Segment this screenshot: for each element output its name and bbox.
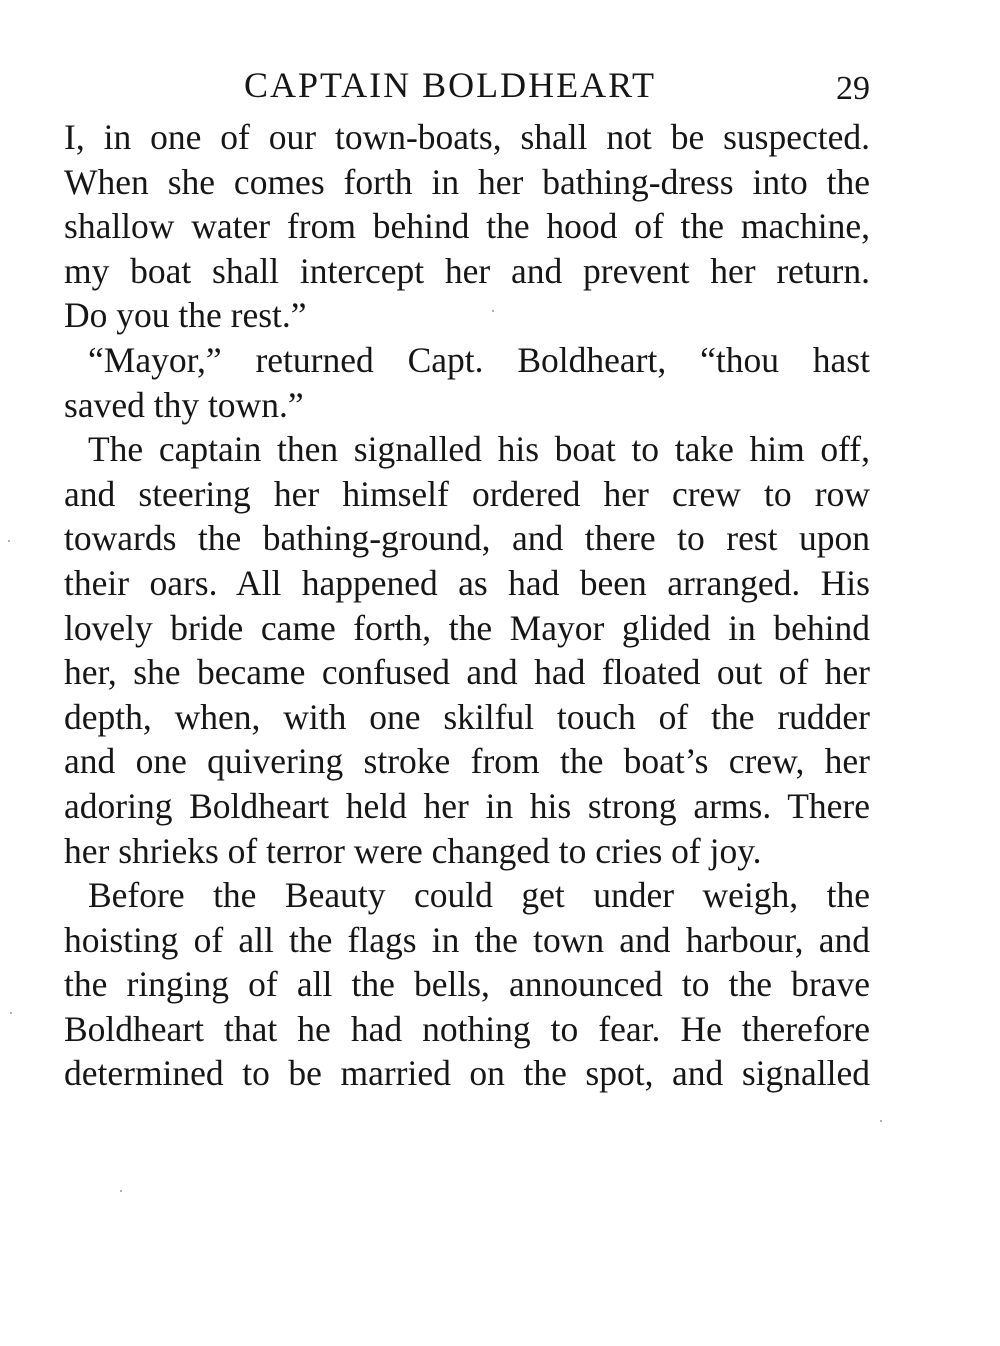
- scan-speck: [880, 1120, 882, 1122]
- text-line: and steering her himself ordered her crew to row: [64, 473, 870, 514]
- text-line: The captain then signalled his boat to take him off,: [88, 429, 870, 470]
- text-line: and one quivering stroke from the boat’s crew, her: [64, 741, 870, 782]
- text-line: her, she became confused and had floated out of her: [64, 652, 870, 693]
- text-line: saved thy town.”: [64, 384, 304, 425]
- text-line: shallow water from behind the hood of the machine,: [64, 206, 870, 247]
- text-line: her shrieks of terror were changed to cries of joy.: [64, 830, 762, 871]
- text-line: I, in one of our town-boats, shall not be suspected.: [64, 117, 870, 157]
- text-line: my boat shall intercept her and prevent her return.: [64, 250, 870, 291]
- page-number: 29: [836, 70, 870, 107]
- scan-speck: [10, 1012, 12, 1014]
- text-line: determined to be married on the spot, and signalled: [64, 1053, 870, 1094]
- text-line: lovely bride came forth, the Mayor glided in behind: [64, 607, 870, 648]
- text-line: their oars. All happened as had been arranged. His: [64, 562, 870, 603]
- text-line: Do you the rest.”: [64, 295, 307, 336]
- text-line: Boldheart that he had nothing to fear. He therefore: [64, 1008, 870, 1049]
- text-line: hoisting of all the flags in the town and harbour, and: [64, 919, 870, 960]
- text-line: adoring Boldheart held her in his strong arms. There: [64, 785, 870, 826]
- text-line: the ringing of all the bells, announced to the brave: [64, 964, 870, 1005]
- text-line: Before the Beauty could get under weigh, the: [88, 875, 870, 916]
- text-line: When she comes forth in her bathing-dress into the: [64, 161, 870, 202]
- page-header: [64, 62, 870, 108]
- scan-speck: [8, 540, 10, 542]
- scan-speck: [492, 310, 494, 312]
- body-text: [64, 115, 870, 1096]
- text-line: depth, when, with one skilful touch of the rudder: [64, 696, 870, 737]
- text-line: “Mayor,” returned Capt. Boldheart, “thou hast: [88, 339, 870, 380]
- text-line: towards the bathing-ground, and there to rest upon: [64, 518, 870, 559]
- running-title: CAPTAIN BOLDHEART: [244, 65, 656, 105]
- scan-speck: [120, 1190, 122, 1192]
